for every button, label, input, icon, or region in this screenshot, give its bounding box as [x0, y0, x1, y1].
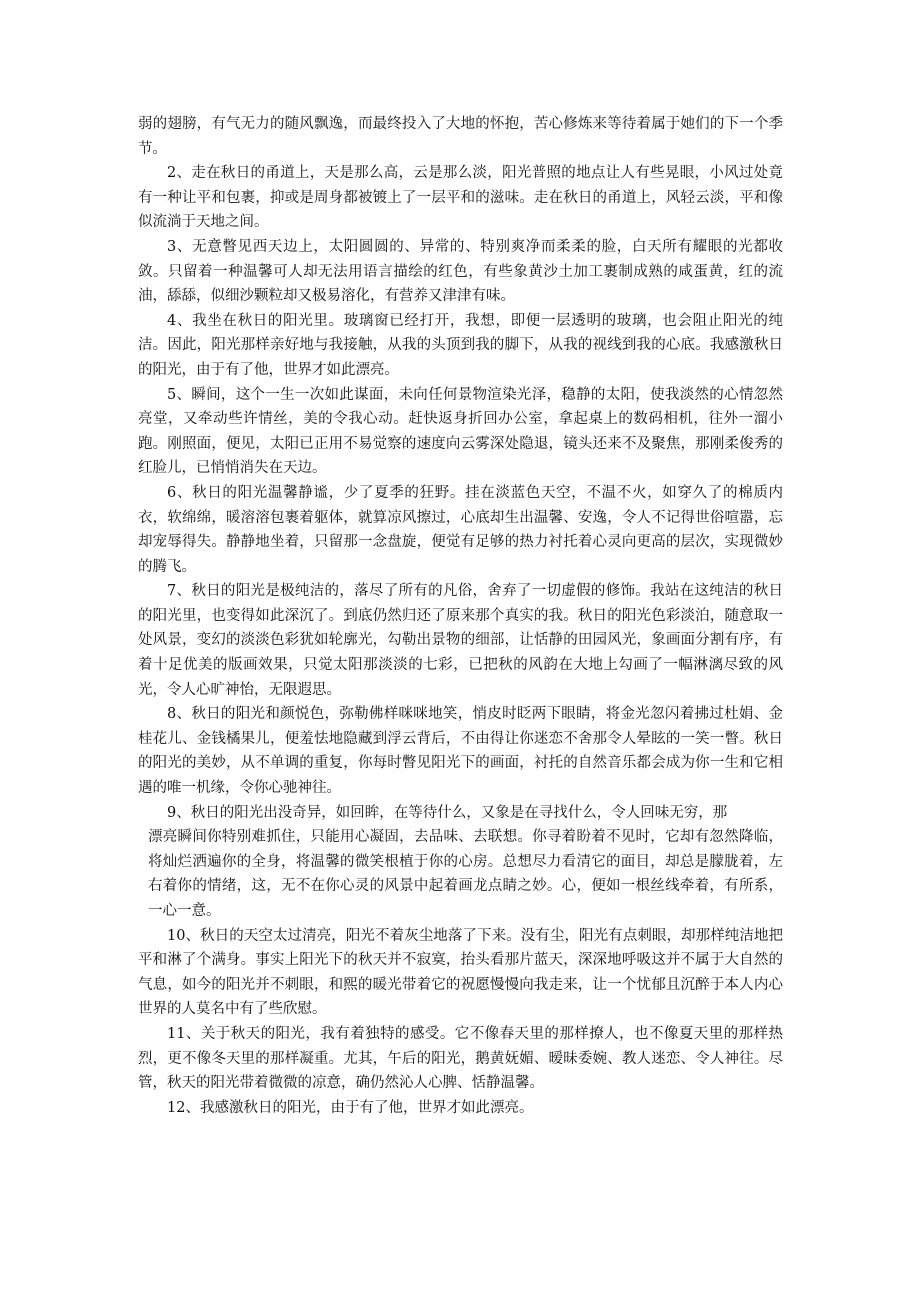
- paragraph-12: 12、我感激秋日的阳光，由于有了他，世界才如此漂亮。: [167, 1099, 534, 1116]
- document-body: [138, 112, 783, 1120]
- paragraph-9-continued: 漂亮瞬间你特别难抓住，只能用心凝固，去品味、去联想。你寻着盼着不见时，它却有忽然降临，将灿烂洒遍你的全身，将温馨的微笑根植于你的心房。总想尽力看清它的面目，却总是朦胧着，左右着你的情绪，这，无不在你心灵的风景中起着画龙点睛之妙。心，便如一根丝线牵着，有所系，一心一意。: [148, 829, 783, 919]
- paragraph-5: 5、瞬间，这个一生一次如此谋面，未向任何景物渲染光泽，稳静的太阳，使我淡然的心情忽然亮堂，又牵动些许情丝，美的令我心动。赶快返身折回办公室，拿起桌上的数码相机，往外一溜小跑。刚照面，便见，太阳已正用不易觉察的速度向云雾深处隐退，镜头还来不及聚焦，那刚柔俊秀的红脸儿，已悄悄消失在天边。: [138, 386, 783, 477]
- paragraph-2: 2、走在秋日的甬道上，天是那么高，云是那么淡，阳光普照的地点让人有些晃眼，小风过处竟有一种让平和包裹，抑或是周身都被镀上了一层平和的滋味。走在秋日的甬道上，风轻云淡，平和像似流淌于天地之间。: [138, 165, 783, 231]
- paragraph-8: 8、秋日的阳光和颜悦色，弥勒佛样咪咪地笑，悄皮时眨两下眼睛，将金光忽闪着拂过杜娟、金桂花儿、金钱橘果儿，便羞怯地隐藏到浮云背后，不由得让你迷恋不舍那令人晕眩的一笑一瞥。秋日的阳光的美妙，从不单调的重复，你每时瞥见阳光下的画面，衬托的自然音乐都会成为你一生和它相遇的唯一机缘，令你心驰神往。: [138, 706, 783, 797]
- paragraph-10: 10、秋日的天空太过清亮，阳光不着灰尘地落了下来。没有尘，阳光有点刺眼，却那样纯洁地把平和淋了个满身。事实上阳光下的秋天并不寂寞，抬头看那片蓝天，深深地呼吸这并不属于大自然的气息，如今的阳光并不刺眼，和熙的暖光带着它的祝愿慢慢向我走来，让一个忧郁且沉醉于本人内心世界的人莫名中有了些欣慰。: [138, 927, 783, 1018]
- paragraph-9: 9、秋日的阳光出没奇异，如回眸，在等待什么，又象是在寻找什么，令人回味无穷，那: [167, 804, 728, 821]
- paragraph-6: 6、秋日的阳光温馨静谧，少了夏季的狂野。挂在淡蓝色天空，不温不火，如穿久了的棉质内衣，软绵绵，暖溶溶包裹着躯体，就算凉风擦过，心底却生出温馨、安逸，令人不记得世俗喧嚣，忘却宠辱得失。静静地坐着，只留那一念盘旋，便觉有足够的热力衬托着心灵向更高的层次，实现微妙的腾飞。: [138, 484, 783, 575]
- paragraph-4: 4、我坐在秋日的阳光里。玻璃窗已经打开，我想，即便一层透明的玻璃，也会阻止阳光的纯洁。因此，阳光那样亲好地与我接触，从我的头顶到我的脚下，从我的视线到我的心底。我感激秋日的阳光，由于有了他，世界才如此漂亮。: [138, 312, 783, 378]
- paragraph-3: 3、无意瞥见西天边上，太阳圆圆的、异常的、特别爽净而柔柔的脸，白天所有耀眼的光都收敛。只留着一种温馨可人却无法用语言描绘的红色，有些象黄沙土加工裹制成熟的咸蛋黄，红的流油，舔舔，似细沙颗粒却又极易溶化，有营养又津津有味。: [138, 238, 783, 305]
- paragraph-11: 11、关于秋天的阳光，我有着独特的感受。它不像春天里的那样撩人，也不像夏天里的那样热烈，更不像冬天里的那样凝重。尤其，午后的阳光，鹅黄妩媚、暧昧委婉、教人迷恋、令人神往。尽管，秋天的阳光带着微微的凉意，确仍然沁人心脾、恬静温馨。: [138, 1025, 783, 1092]
- paragraph-7: 7、秋日的阳光是极纯洁的，落尽了所有的凡俗，舍弃了一切虚假的修饰。我站在这纯洁的秋日的阳光里，也变得如此深沉了。到底仍然归还了原来那个真实的我。秋日的阳光色彩淡泊，随意取一处风景，变幻的淡淡色彩犹如轮廓光，勾勒出景物的细部，让恬静的田园风光，象画面分割有序，有着十足优美的版画效果，只觉太阳那淡淡的七彩，已把秋的风韵在大地上勾画了一幅淋漓尽致的风光，令人心旷神怡，无限遐思。: [138, 583, 783, 698]
- paragraph-continuation: 弱的翅膀，有气无力的随风飘逸，而最终投入了大地的怀抱，苦心修炼来等待着属于她们的下一个季节。: [138, 116, 783, 157]
